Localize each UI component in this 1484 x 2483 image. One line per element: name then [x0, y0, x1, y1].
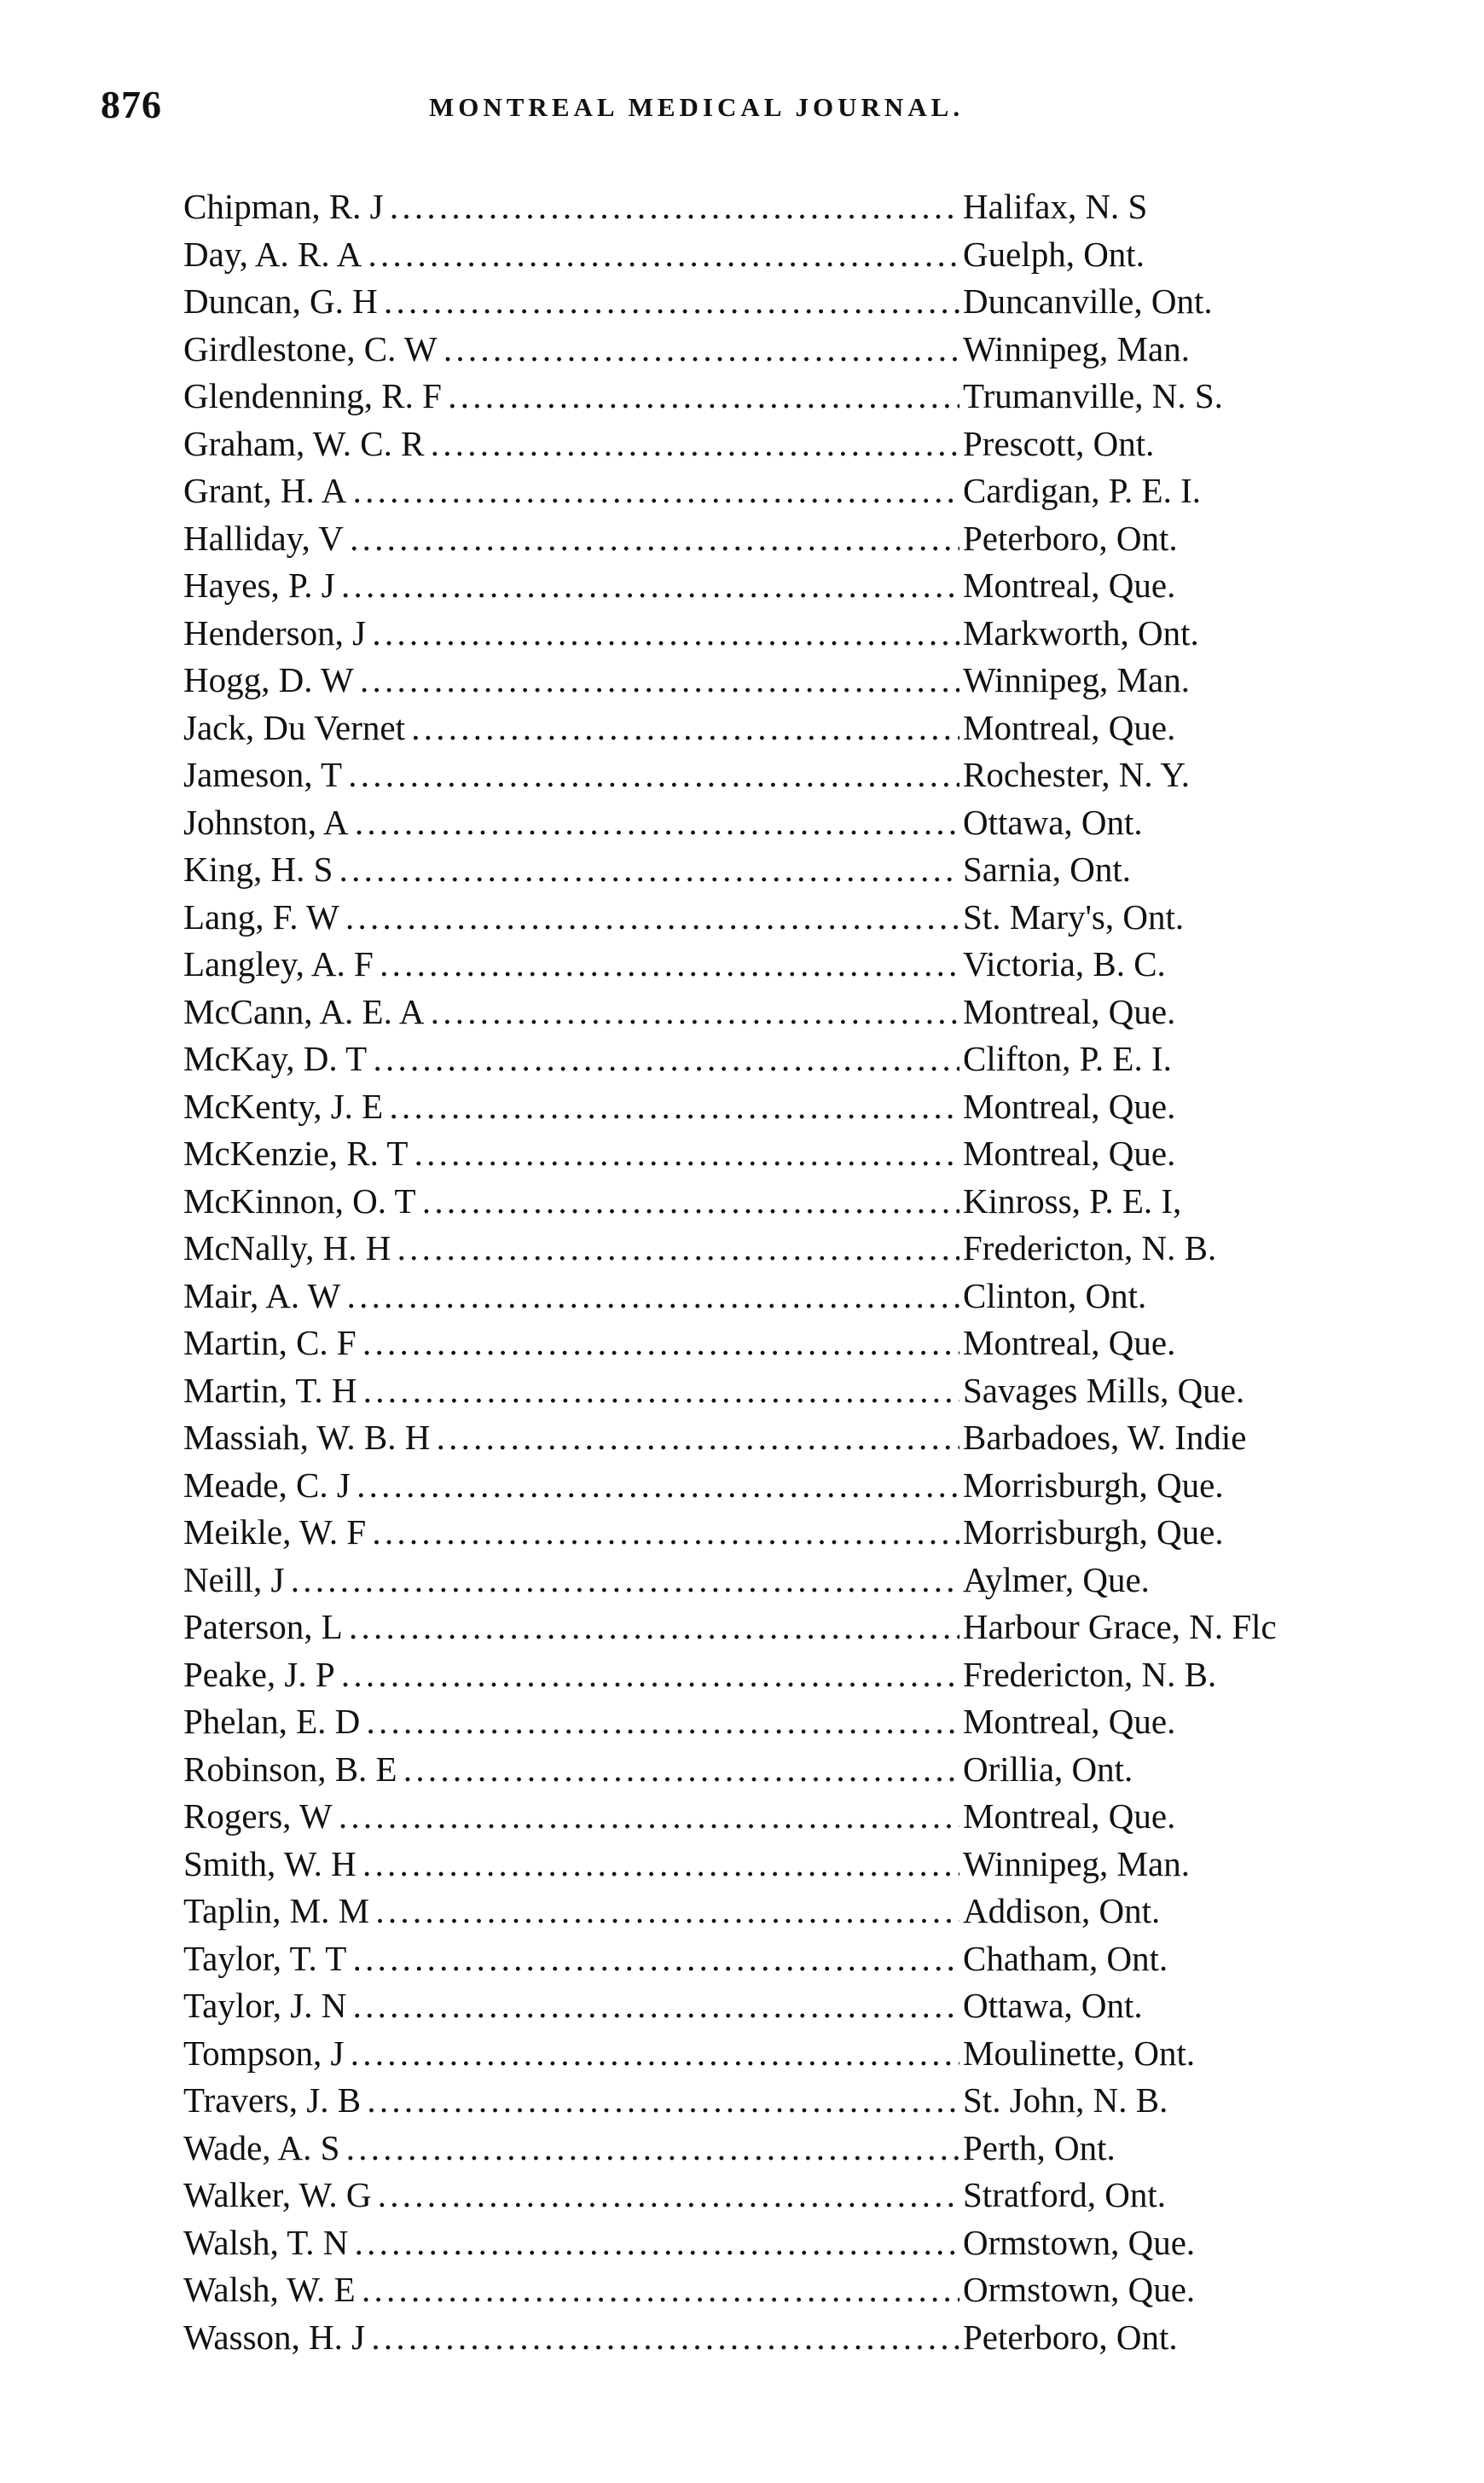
- entry-place: Morrisburgh, Que.: [963, 1512, 1224, 1552]
- entry-place: Sarnia, Ont.: [963, 850, 1131, 889]
- entry-place: Montreal, Que.: [963, 1134, 1176, 1173]
- entry-place: Peterboro, Ont.: [963, 2317, 1178, 2357]
- entry-place: Ottawa, Ont.: [963, 802, 1143, 842]
- entry-name: Martin, T. H . . .: [183, 1370, 959, 1411]
- entry-place: Harbour Grace, N. Flc: [963, 1607, 1277, 1646]
- list-item: [183, 2269, 1394, 2317]
- list-item: [183, 754, 1394, 802]
- page-header: [101, 82, 1380, 133]
- entry-place: Markworth, Ont.: [963, 612, 1199, 653]
- list-item: [183, 1606, 1394, 1654]
- entry-place: Montreal, Que.: [963, 566, 1176, 605]
- list-item: [183, 328, 1394, 376]
- entry-place: Addison, Ont.: [963, 1891, 1161, 1930]
- list-item: [183, 1511, 1394, 1559]
- entry-place: Orillia, Ont.: [963, 1749, 1133, 1789]
- list-item: [183, 1985, 1394, 2033]
- list-item: [183, 1275, 1394, 1323]
- entry-name: Neill, J . . .: [183, 1559, 959, 1600]
- entry-place: Prescott, Ont.: [963, 423, 1155, 463]
- entry-place: Victoria, B. C.: [963, 944, 1166, 983]
- list-item: [183, 659, 1394, 707]
- list-item: [183, 470, 1394, 518]
- entry-name: Taylor, J. N . . .: [183, 1985, 959, 2026]
- entry-place: Chatham, Ont.: [963, 1938, 1168, 1978]
- entry-name: McNally, H. H . . .: [183, 1227, 959, 1268]
- list-item: [183, 2080, 1394, 2127]
- entry-name: Martin, C. F . . .: [183, 1322, 959, 1363]
- entry-place: Peterboro, Ont.: [963, 518, 1178, 558]
- list-item: [183, 234, 1394, 281]
- entry-name: Halliday, V . . .: [183, 518, 959, 559]
- entry-name: Hayes, P. J . . .: [183, 565, 959, 606]
- entry-place: Montreal, Que.: [963, 1323, 1176, 1362]
- entry-name: Johnston, A . . .: [183, 802, 959, 843]
- entry-place: Montreal, Que.: [963, 707, 1176, 747]
- entry-name: McKenty, J. E . . .: [183, 1086, 959, 1127]
- entry-name: Langley, A. F . . .: [183, 943, 959, 984]
- entry-place: Ottawa, Ont.: [963, 1986, 1143, 2025]
- entry-name: Graham, W. C. R . . .: [183, 423, 959, 464]
- list-item: [183, 1890, 1394, 1938]
- entry-name: Lang, F. W . . .: [183, 896, 959, 937]
- entry-name: McKay, D. T . . .: [183, 1038, 959, 1079]
- list-item: [183, 1654, 1394, 1702]
- entry-name: Tompson, J . . .: [183, 2033, 959, 2074]
- entry-name: Wade, A. S . . .: [183, 2127, 959, 2168]
- entry-place: Montreal, Que.: [963, 1702, 1176, 1741]
- entry-name: Travers, J. B . . .: [183, 2080, 959, 2120]
- list-item: [183, 612, 1394, 660]
- list-item: [183, 707, 1394, 755]
- entry-place: Savages Mills, Que.: [963, 1370, 1245, 1410]
- entry-place: Cardigan, P. E. I.: [963, 471, 1201, 510]
- list-item: [183, 375, 1394, 423]
- entry-place: Ormstown, Que.: [963, 2222, 1196, 2262]
- entry-place: Moulinette, Ont.: [963, 2033, 1196, 2073]
- entry-name: Massiah, W. B. H . . .: [183, 1417, 959, 1458]
- entry-place: Barbadoes, W. Indie: [963, 1418, 1247, 1457]
- entry-place: Winnipeg, Man.: [963, 660, 1190, 699]
- entry-place: Halifax, N. S: [963, 187, 1148, 226]
- entry-place: Trumanville, N. S.: [963, 376, 1223, 415]
- entry-name: Meikle, W. F . . .: [183, 1511, 959, 1552]
- entry-name: Day, A. R. A . . .: [183, 234, 959, 275]
- entry-place: Morrisburgh, Que.: [963, 1465, 1224, 1505]
- list-item: [183, 281, 1394, 328]
- entry-place: Montreal, Que.: [963, 991, 1176, 1031]
- entry-place: Winnipeg, Man.: [963, 328, 1190, 368]
- entry-name: Walsh, W. E . . .: [183, 2269, 959, 2310]
- list-item: [183, 1322, 1394, 1370]
- entry-name: Walsh, T. N . . .: [183, 2222, 959, 2263]
- entry-name: Chipman, R. J . . .: [183, 186, 959, 227]
- entry-place: Aylmer, Que.: [963, 1559, 1150, 1599]
- list-item: [183, 943, 1394, 991]
- list-item: [183, 802, 1394, 850]
- entry-place: Clinton, Ont.: [963, 1275, 1147, 1315]
- entry-name: Jack, Du Vernet . . .: [183, 707, 959, 748]
- list-item: [183, 518, 1394, 566]
- entry-name: Peake, J. P . . .: [183, 1654, 959, 1695]
- list-item: [183, 2033, 1394, 2080]
- entry-place: Stratford, Ont.: [963, 2175, 1166, 2214]
- entry-place: Rochester, N. Y.: [963, 755, 1190, 794]
- list-item: [183, 423, 1394, 471]
- entry-place: Montreal, Que.: [963, 1796, 1176, 1836]
- list-item: [183, 1181, 1394, 1228]
- entry-name: Girdlestone, C. W . . .: [183, 328, 959, 369]
- list-item: [183, 1133, 1394, 1181]
- entry-name: Jameson, T . . .: [183, 754, 959, 795]
- list-item: [183, 1086, 1394, 1134]
- entry-name: Smith, W. H . . .: [183, 1843, 959, 1884]
- list-item: [183, 2127, 1394, 2175]
- list-item: [183, 1701, 1394, 1749]
- entry-name: Walker, W. G . . .: [183, 2174, 959, 2215]
- list-item: [183, 1796, 1394, 1843]
- list-item: [183, 1559, 1394, 1607]
- entry-name: Meade, C. J . . .: [183, 1465, 959, 1505]
- entry-name: Mair, A. W . . .: [183, 1275, 959, 1316]
- list-item: [183, 849, 1394, 896]
- entry-name: Glendenning, R. F . . .: [183, 375, 959, 416]
- list-item: [183, 1843, 1394, 1891]
- entry-place: Duncanville, Ont.: [963, 281, 1213, 321]
- entry-name: Phelan, E. D . . .: [183, 1701, 959, 1742]
- entry-name: King, H. S . . .: [183, 849, 959, 890]
- list-item: [183, 1417, 1394, 1465]
- entry-name: Rogers, W . . .: [183, 1796, 959, 1836]
- list-item: [183, 1465, 1394, 1512]
- entry-name: Duncan, G. H . . .: [183, 281, 959, 322]
- entry-place: Fredericton, N. B.: [963, 1654, 1217, 1694]
- entry-name: Henderson, J . . .: [183, 612, 959, 653]
- entry-name: McKenzie, R. T . . .: [183, 1133, 959, 1174]
- entry-name: Robinson, B. E . . .: [183, 1749, 959, 1790]
- entry-place: Perth, Ont.: [963, 2127, 1116, 2167]
- list-item: [183, 1227, 1394, 1275]
- list-item: [183, 896, 1394, 944]
- entry-place: Guelph, Ont.: [963, 234, 1145, 274]
- entry-place: Winnipeg, Man.: [963, 1843, 1190, 1883]
- entry-name: Hogg, D. W . . .: [183, 659, 959, 700]
- name-list: [183, 186, 1394, 2364]
- list-item: [183, 2174, 1394, 2222]
- list-item: [183, 1749, 1394, 1796]
- entry-name: McCann, A. E. A . . .: [183, 991, 959, 1032]
- list-item: [183, 1370, 1394, 1418]
- entry-name: Taplin, M. M . . .: [183, 1890, 959, 1931]
- entry-name: McKinnon, O. T . . .: [183, 1181, 959, 1221]
- list-item: [183, 565, 1394, 612]
- entry-place: St. Mary's, Ont.: [963, 896, 1185, 937]
- list-item: [183, 2222, 1394, 2270]
- list-item: [183, 1938, 1394, 1986]
- list-item: [183, 991, 1394, 1039]
- page-number: 876: [101, 83, 162, 126]
- entry-place: St. John, N. B.: [963, 2080, 1168, 2120]
- entry-place: Kinross, P. E. I,: [963, 1181, 1182, 1221]
- list-item: [183, 186, 1394, 234]
- entry-name: Paterson, L . . .: [183, 1606, 959, 1647]
- entry-place: Montreal, Que.: [963, 1086, 1176, 1126]
- entry-place: Clifton, P. E. I.: [963, 1039, 1172, 1078]
- entry-name: Taylor, T. T . . .: [183, 1938, 959, 1979]
- entry-name: Grant, H. A . . .: [183, 470, 959, 511]
- list-item: [183, 1038, 1394, 1086]
- entry-name: Wasson, H. J . . .: [183, 2317, 959, 2358]
- entry-place: Fredericton, N. B.: [963, 1228, 1217, 1268]
- list-item: [183, 2317, 1394, 2364]
- entry-place: Ormstown, Que.: [963, 2270, 1196, 2309]
- running-title: MONTREAL MEDICAL JOURNAL.: [429, 92, 965, 122]
